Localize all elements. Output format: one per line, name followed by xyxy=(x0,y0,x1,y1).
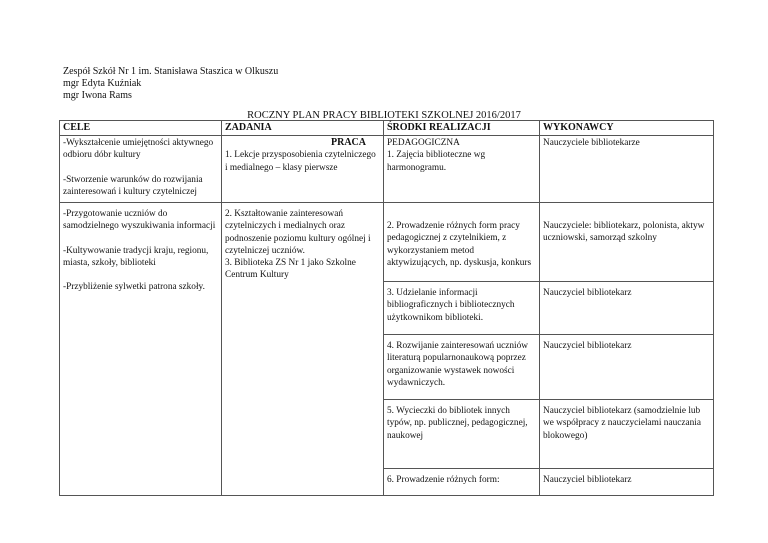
author-1: mgr Edyta Kuźniak xyxy=(63,78,142,89)
wykonawcy-cell xyxy=(540,136,714,203)
cele-cell xyxy=(60,203,222,496)
school-name: Zespół Szkół Nr 1 im. Stanisława Staszica w Olkuszu xyxy=(63,66,279,77)
author-2: mgr Iwona Rams xyxy=(63,90,132,101)
wykonawca-item: Nauczyciel bibliotekarz xyxy=(543,475,632,486)
cele-cell xyxy=(60,136,222,203)
wykonawcy-cell xyxy=(540,335,714,400)
col-cele: CELE xyxy=(60,121,222,136)
col-wykonawcy: WYKONAWCY xyxy=(540,121,714,136)
table-row xyxy=(60,203,714,282)
praca-label: PRACA xyxy=(331,137,366,149)
cel-item: -Przygotowanie uczniów do samodzielnego wyszukiwania informacji xyxy=(63,209,216,232)
srodki-cell xyxy=(384,335,540,400)
plan-table xyxy=(59,120,714,496)
zadanie-item: 1. Lekcje przysposobienia czytelniczego i medialnego – klasy pierwsze xyxy=(225,150,376,173)
table-row xyxy=(60,136,714,203)
col-zadania: ZADANIA xyxy=(222,121,384,136)
srodek-item: 4. Rozwijanie zainteresowań uczniów literaturą popularnonaukową poprzez organizowanie wystawek nowości wydawniczych. xyxy=(387,341,528,388)
cel-item: -Przybliżenie sylwetki patrona szkoły. xyxy=(63,282,205,293)
zadanie-item: 2. Kształtowanie zainteresowań czytelniczych i medialnych oraz podnoszenie poziomu kultury ogólnej i czytelniczej uczniów. xyxy=(225,209,371,256)
srodek-item: 6. Prowadzenie różnych form: xyxy=(387,475,500,486)
wykonawcy-cell xyxy=(540,203,714,282)
cel-item: -Wykształcenie umiejętności aktywnego odbioru dóbr kultury xyxy=(63,138,214,161)
cel-item: -Stworzenie warunków do rozwijania zainteresowań i kultury czytelniczej xyxy=(63,174,203,197)
col-srodki: ŚRODKI REALIZACJI xyxy=(384,121,540,136)
wykonawcy-cell xyxy=(540,469,714,496)
wykonawca-item: Nauczyciel bibliotekarz (samodzielnie lub we współpracy z nauczycielami nauczania blokowego) xyxy=(543,406,701,441)
zadania-cell xyxy=(222,203,384,496)
zadania-cell xyxy=(222,136,384,203)
wykonawca-item: Nauczyciel bibliotekarz xyxy=(543,341,632,352)
zadanie-item: 3. Biblioteka ZS Nr 1 jako Szkolne Centrum Kultury xyxy=(225,258,356,281)
srodek-item: 2. Prowadzenie różnych form pracy pedagogicznej z czytelnikiem, z wykorzystaniem metod aktywizujących, np. dyskusja, konkurs xyxy=(387,221,532,268)
srodki-cell xyxy=(384,203,540,282)
srodek-item: 5. Wycieczki do bibliotek innych typów, np. publicznej, pedagogicznej, naukowej xyxy=(387,406,528,441)
wykonawca-item: Nauczyciel bibliotekarz xyxy=(543,288,632,299)
srodek-item: 3. Udzielanie informacji bibliograficznych i bibliotecznych użytkownikom biblioteki. xyxy=(387,288,515,323)
wykonawcy-cell xyxy=(540,282,714,335)
header-row xyxy=(60,121,714,136)
wykonawca-item: Nauczyciele bibliotekarze xyxy=(543,138,640,149)
srodki-cell xyxy=(384,282,540,335)
srodki-cell xyxy=(384,400,540,469)
wykonawcy-cell xyxy=(540,400,714,469)
wykonawca-item: Nauczyciele: bibliotekarz, polonista, aktyw uczniowski, samorząd szkolny xyxy=(543,221,705,244)
srodek-item: 1. Zajęcia biblioteczne wg harmonogramu. xyxy=(387,150,486,173)
srodki-cell xyxy=(384,469,540,496)
cel-item: -Kultywowanie tradycji kraju, regionu, miasta, szkoły, biblioteki xyxy=(63,245,209,268)
srodki-cell xyxy=(384,136,540,203)
document-title: ROCZNY PLAN PRACY BIBLIOTEKI SZKOLNEJ 2016/2017 xyxy=(247,110,521,121)
pedagogiczna-label: PEDAGOGICZNA xyxy=(387,138,460,149)
